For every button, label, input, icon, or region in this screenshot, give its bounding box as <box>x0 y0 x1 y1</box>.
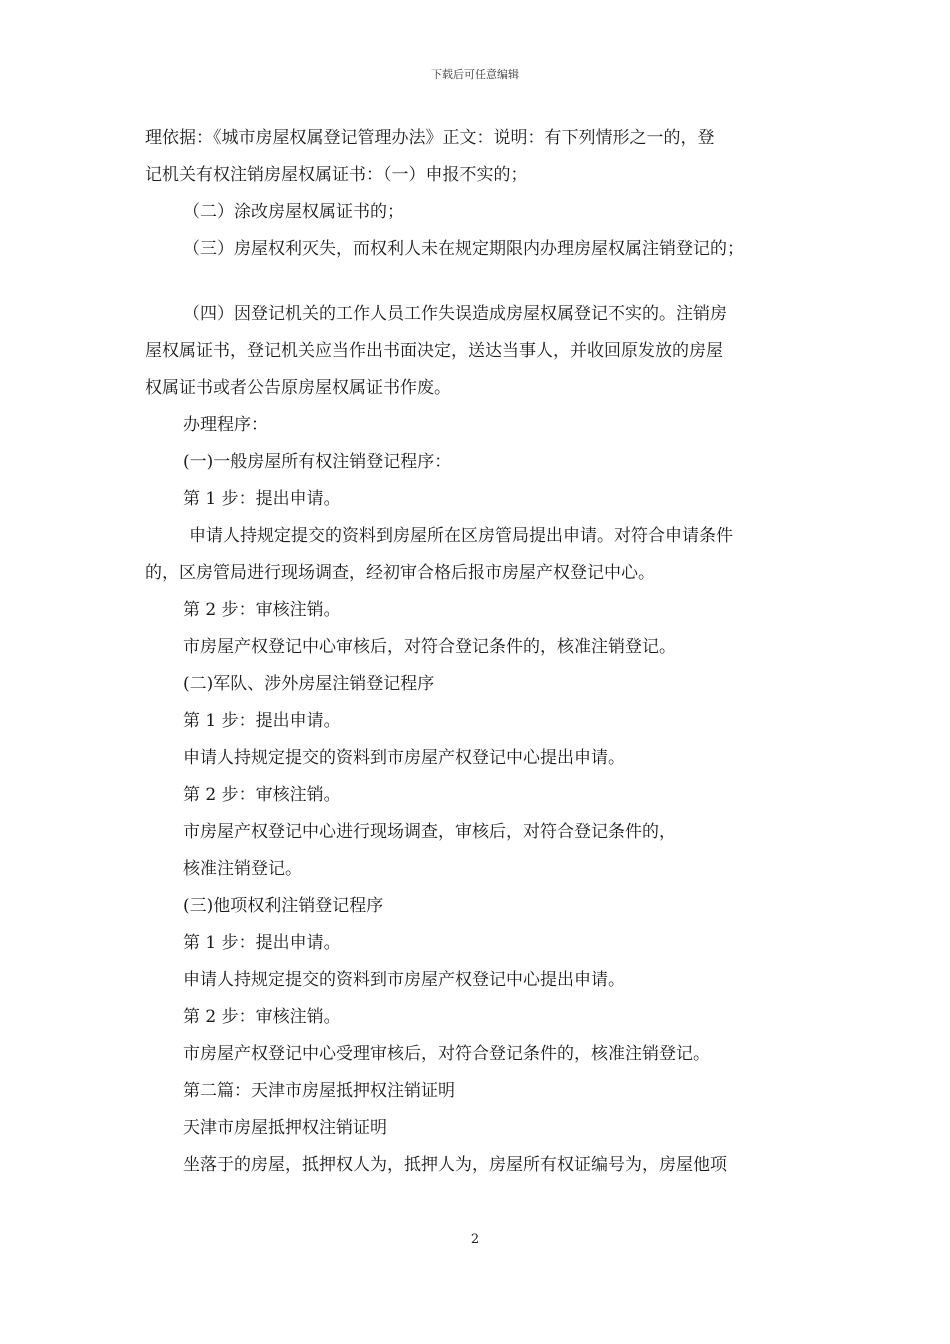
subsection-heading: (二)军队、涉外房屋注销登记程序 <box>183 674 435 694</box>
paragraph-line: 申请人持规定提交的资料到房屋所在区房管局提出申请。对符合申请条件 <box>189 526 733 546</box>
paragraph-line: 坐落于的房屋，抵押权人为，抵押人为，房屋所有权证编号为，房屋他项 <box>183 1155 727 1175</box>
step-heading: 第 1 步：提出申请。 <box>183 711 341 731</box>
subsection-heading: (三)他项权利注销登记程序 <box>183 896 384 916</box>
document-body <box>145 120 815 1184</box>
step-heading: 第 1 步：提出申请。 <box>183 933 341 953</box>
document-title: 天津市房屋抵押权注销证明 <box>183 1118 387 1138</box>
paragraph-line: 记机关有权注销房屋权属证书：（一）申报不实的； <box>145 165 528 185</box>
paragraph-line: （四）因登记机关的工作人员工作失误造成房屋权属登记不实的。注销房 <box>183 304 727 324</box>
paragraph-line: 核准注销登记。 <box>183 859 302 879</box>
step-heading: 第 2 步：审核注销。 <box>183 785 341 805</box>
paragraph-line: 权属证书或者公告原房屋权属证书作废。 <box>145 378 451 398</box>
paragraph-line: 屋权属证书，登记机关应当作出书面决定，送达当事人，并收回原发放的房屋 <box>145 341 723 361</box>
paragraph-line: 市房屋产权登记中心审核后，对符合登记条件的，核准注销登记。 <box>183 637 676 657</box>
paragraph-line: 申请人持规定提交的资料到市房屋产权登记中心提出申请。 <box>183 748 625 768</box>
paragraph-line: 申请人持规定提交的资料到市房屋产权登记中心提出申请。 <box>183 970 625 990</box>
section-heading: 办理程序： <box>183 415 268 435</box>
paragraph-line: 市房屋产权登记中心受理审核后，对符合登记条件的，核准注销登记。 <box>183 1044 710 1064</box>
paragraph-line: （二）涂改房屋权属证书的； <box>183 202 404 222</box>
step-heading: 第 2 步：审核注销。 <box>183 1007 341 1027</box>
step-heading: 第 2 步：审核注销。 <box>183 600 341 620</box>
step-heading: 第 1 步：提出申请。 <box>183 489 341 509</box>
subsection-heading: (一)一般房屋所有权注销登记程序： <box>183 452 452 472</box>
chapter-heading: 第二篇：天津市房屋抵押权注销证明 <box>183 1081 455 1101</box>
page-header: 下载后可任意编辑 <box>431 68 519 81</box>
paragraph-line: 市房屋产权登记中心进行现场调查，审核后，对符合登记条件的， <box>183 822 676 842</box>
page-number: 2 <box>470 1232 480 1247</box>
paragraph-gap <box>145 268 815 296</box>
paragraph-line: 理依据：《城市房屋权属登记管理办法》正文：说明：有下列情形之一的，登 <box>145 128 715 148</box>
paragraph-line: 的，区房管局进行现场调查，经初审合格后报市房屋产权登记中心。 <box>145 563 655 583</box>
paragraph-line: （三）房屋权利灭失，而权利人未在规定期限内办理房屋权属注销登记的； <box>183 239 744 259</box>
